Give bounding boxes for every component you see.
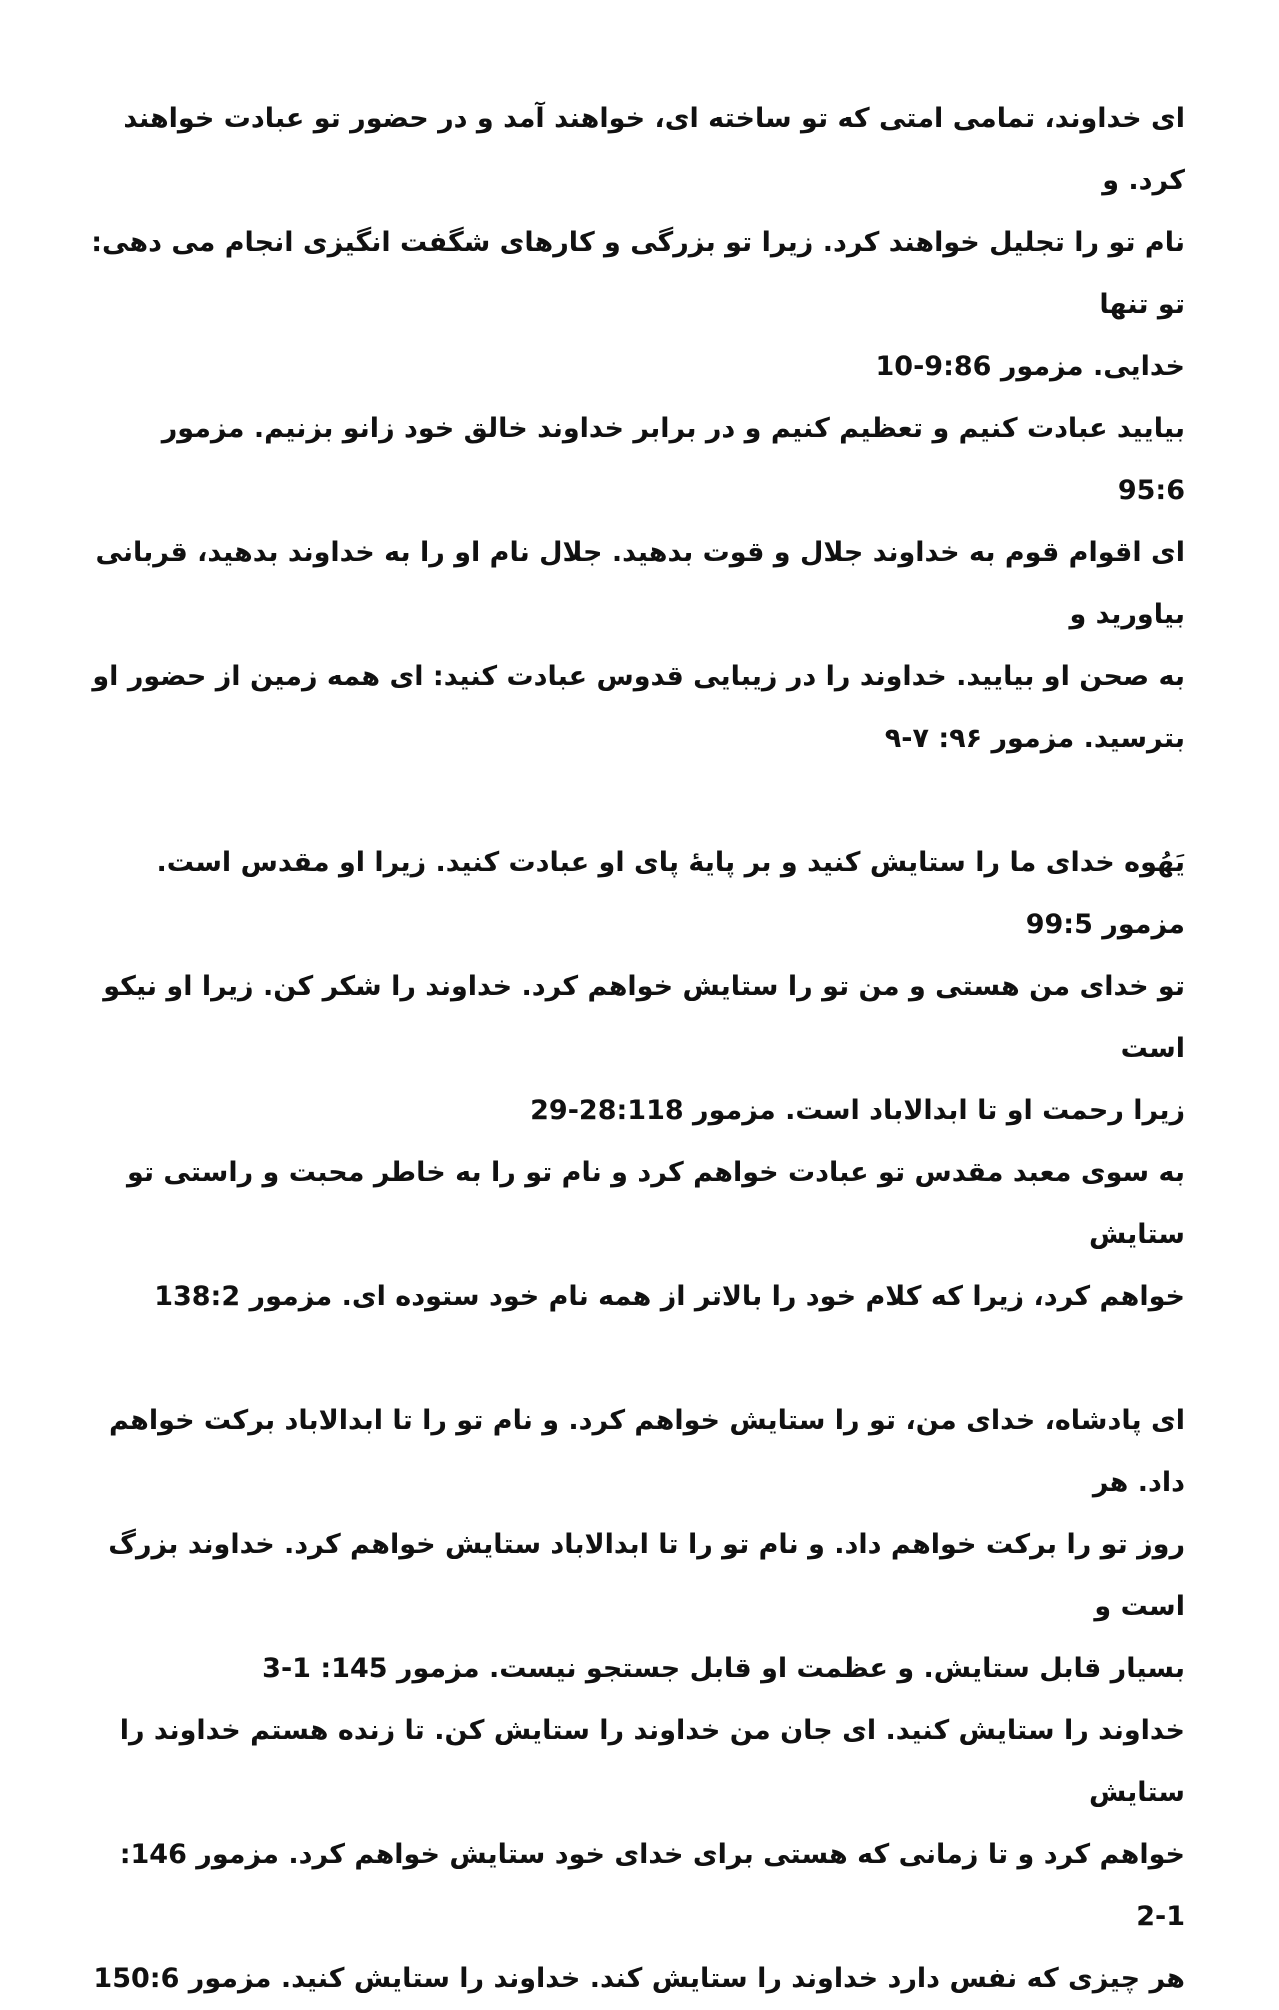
verse-line: ای اقوام قوم به خداوند جلال و قوت بدهید. جلال نام او را به خداوند بدهید، قربانی بیاورید و: [95, 537, 1185, 630]
verse-line: نام تو را تجلیل خواهند کرد. زیرا تو بزرگی و کارهای شگفت انگیزی انجام می دهی: تو تنها: [91, 227, 1185, 320]
verse-line: روز تو را برکت خواهم داد. و نام تو را تا ابدالاباد ستایش خواهم کرد. خداوند بزرگ است و: [108, 1529, 1185, 1622]
scripture-text: [90, 88, 1185, 2010]
paragraph-spacer: [90, 1328, 1185, 1390]
verse-line: به سوی معبد مقدس تو عبادت خواهم کرد و نام تو را به خاطر محبت و راستی تو ستایش: [126, 1157, 1185, 1250]
verse-line: بسیار قابل ستایش. و عظمت او قابل جستجو نیست. مزمور 145: 1-3: [262, 1653, 1185, 1684]
verse-line: بیایید عبادت کنیم و تعظیم کنیم و در برابر خداوند خالق خود زانو بزنیم. مزمور 95:6: [161, 413, 1185, 506]
paragraph-spacer: [90, 770, 1185, 832]
verse-line: خواهم کرد، زیرا که کلام خود را بالاتر از همه نام خود ستوده ای. مزمور 138:2: [154, 1281, 1185, 1312]
verse-line: زیرا رحمت او تا ابدالاباد است. مزمور 28:118-29: [530, 1095, 1185, 1126]
verse-line: یَهُوه خدای ما را ستایش کنید و بر پایهٔ پای او عبادت کنید. زیرا او مقدس است. مزمور 99:5: [156, 847, 1185, 940]
verse-line: به صحن او بیایید. خداوند را در زیبایی قدوس عبادت کنید: ای همه زمین از حضور او: [92, 661, 1185, 692]
verse-line: خداوند را ستایش کنید. ای جان من خداوند را ستایش کن. تا زنده هستم خداوند را ستایش: [119, 1715, 1185, 1808]
verse-line: هر چیزی که نفس دارد خداوند را ستایش کند. خداوند را ستایش کنید. مزمور 150:6: [93, 1963, 1185, 1994]
verse-line: ای پادشاه، خدای من، تو را ستایش خواهم کرد. و نام تو را تا ابدالاباد برکت خواهم داد. هر: [109, 1405, 1185, 1498]
verse-line: تو خدای من هستی و من تو را ستایش خواهم کرد. خداوند را شکر کن. زیرا او نیکو است: [103, 971, 1185, 1064]
verse-line: ای خداوند، تمامی امتی که تو ساخته ای، خواهند آمد و در حضور تو عبادت خواهند کرد. و: [123, 103, 1185, 196]
verse-line: بترسید. مزمور ۹۶: ۷-۹: [884, 723, 1185, 754]
verse-line: خواهم کرد و تا زمانی که هستی برای خدای خود ستایش خواهم کرد. مزمور 146: 1-2: [119, 1839, 1185, 1932]
verse-line: خدایی. مزمور 9:86-10: [875, 351, 1185, 382]
